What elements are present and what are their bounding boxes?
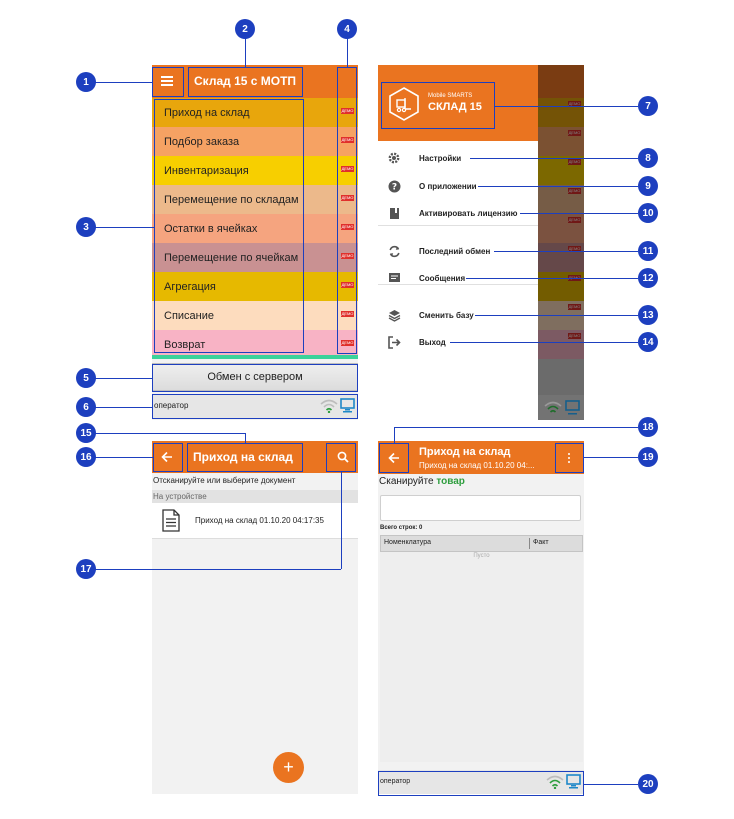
hint-text: Отсканируйте или выберите документ xyxy=(153,476,296,485)
plus-icon: + xyxy=(283,757,294,777)
book-icon xyxy=(386,207,402,220)
demo-badge: ДЕМО xyxy=(568,246,581,251)
section-header-label: На устройстве xyxy=(153,492,207,501)
logo-small-text: Mobile SMARTS xyxy=(428,93,473,99)
leader-18b xyxy=(394,427,395,443)
drawer-item-label: Активировать лицензию xyxy=(419,208,518,218)
demo-badge: ДЕМО xyxy=(341,137,354,142)
callout-3: 3 xyxy=(76,217,96,237)
exchange-button[interactable]: Обмен с сервером xyxy=(152,363,358,391)
section-header xyxy=(152,490,358,503)
highlight-back-3 xyxy=(153,443,183,472)
message-icon xyxy=(386,272,402,284)
drawer-divider xyxy=(378,284,538,285)
leader-3 xyxy=(94,227,154,228)
dimmed-menu-row xyxy=(538,98,584,127)
leader-15a xyxy=(94,433,245,434)
callout-17: 17 xyxy=(76,559,96,579)
callout-8: 8 xyxy=(638,148,658,168)
leader-8 xyxy=(470,158,638,159)
leader-6 xyxy=(94,407,152,408)
dimmed-menu-row xyxy=(538,243,584,272)
drawer-item-label: Сообщения xyxy=(419,273,466,283)
callout-19: 19 xyxy=(638,447,658,467)
document-title: Приход на склад 01.10.20 04:17:35 xyxy=(195,516,324,525)
callout-14: 14 xyxy=(638,332,658,352)
menu-item-label: Остатки в ячейках xyxy=(164,222,258,235)
add-button[interactable] xyxy=(273,752,304,783)
dimmed-menu-row xyxy=(538,214,584,243)
highlight-back-4 xyxy=(379,443,409,473)
operator-label: оператор xyxy=(154,401,189,410)
highlight-title-3 xyxy=(187,443,303,472)
scan-prompt-word: товар xyxy=(436,476,465,487)
leader-13 xyxy=(475,315,638,316)
dimmed-status-bar xyxy=(538,395,584,420)
highlight-search xyxy=(326,443,356,472)
sync-icon xyxy=(386,245,402,258)
callout-13: 13 xyxy=(638,305,658,325)
drawer-item-label: О приложении xyxy=(419,181,477,191)
highlight-more xyxy=(555,443,584,473)
column-fact[interactable]: Факт xyxy=(533,539,549,546)
barcode-input[interactable] xyxy=(380,495,581,521)
empty-label: Пусто xyxy=(473,553,490,559)
highlight-status-4 xyxy=(378,771,584,796)
gear-icon xyxy=(386,151,402,165)
leader-19 xyxy=(584,457,638,458)
demo-badge: ДЕМО xyxy=(568,217,581,222)
menu-item-label: Приход на склад xyxy=(164,106,250,119)
leader-18a xyxy=(394,427,638,428)
leader-15b xyxy=(245,433,246,443)
column-nomenclature[interactable]: Номенклатура xyxy=(384,539,431,546)
demo-badge: ДЕМО xyxy=(341,166,354,171)
highlight-logo xyxy=(381,82,495,129)
help-icon xyxy=(386,180,402,193)
highlight-hamburger xyxy=(152,67,184,97)
callout-4: 4 xyxy=(337,19,357,39)
highlight-demo xyxy=(337,67,357,354)
demo-badge: ДЕМО xyxy=(341,311,354,316)
dimmed-menu-row xyxy=(538,330,584,359)
leader-17b xyxy=(94,569,341,570)
screen-subtitle: Приход на склад 01.10.20 04:... xyxy=(419,461,535,470)
menu-item-label: Возврат xyxy=(164,338,206,351)
document-icon xyxy=(162,509,180,532)
dimmed-app-bar xyxy=(538,65,584,98)
leader-11 xyxy=(494,251,638,252)
callout-6: 6 xyxy=(76,397,96,417)
operator-label: оператор xyxy=(380,778,411,785)
leader-12 xyxy=(466,278,638,279)
callout-12: 12 xyxy=(638,268,658,288)
highlight-status xyxy=(152,394,358,419)
leader-17a xyxy=(341,472,342,569)
wifi-icon xyxy=(544,401,562,415)
drawer-menu xyxy=(378,141,538,420)
demo-badge: ДЕМО xyxy=(341,253,354,258)
drawer-item-book[interactable] xyxy=(378,203,538,223)
demo-badge: ДЕМО xyxy=(341,108,354,113)
demo-badge: ДЕМО xyxy=(341,282,354,287)
monitor-icon xyxy=(565,400,580,415)
demo-badge: ДЕМО xyxy=(568,101,581,106)
demo-badge: ДЕМО xyxy=(568,188,581,193)
demo-badge: ДЕМО xyxy=(568,304,581,309)
drawer-item-label: Последний обмен xyxy=(419,246,491,256)
screen-title: Приход на склад xyxy=(193,450,293,464)
leader-2 xyxy=(245,37,246,67)
highlight-menu xyxy=(154,99,304,353)
screen-title: Приход на склад xyxy=(419,446,511,458)
dimmed-menu xyxy=(538,65,584,420)
rows-count: Всего строк: 0 xyxy=(380,525,423,531)
leader-9 xyxy=(478,186,638,187)
menu-item-label: Инвентаризация xyxy=(164,164,249,177)
highlight-title xyxy=(188,67,303,97)
callout-10: 10 xyxy=(638,203,658,223)
switch-base-icon xyxy=(386,309,402,322)
callout-9: 9 xyxy=(638,176,658,196)
menu-item-label: Перемещение по складам xyxy=(164,193,299,206)
callout-7: 7 xyxy=(638,96,658,116)
scan-prompt xyxy=(379,476,465,487)
table-body xyxy=(380,552,583,762)
demo-badge: ДЕМО xyxy=(341,224,354,229)
dimmed-menu-row xyxy=(538,127,584,156)
highlight-exchange xyxy=(152,364,358,392)
leader-5 xyxy=(94,378,152,379)
menu-item-label: Подбор заказа xyxy=(164,135,240,148)
leader-4 xyxy=(347,37,348,67)
logo-big-text: СКЛАД 15 xyxy=(428,101,482,113)
screen-document-edit xyxy=(378,441,584,794)
leader-14 xyxy=(450,342,638,343)
demo-badge: ДЕМО xyxy=(568,130,581,135)
callout-16: 16 xyxy=(76,447,96,467)
menu-item-label: Списание xyxy=(164,309,214,322)
dimmed-menu-row xyxy=(538,272,584,301)
dimmed-menu-row xyxy=(538,185,584,214)
callout-11: 11 xyxy=(638,241,658,261)
scan-prompt-prefix: Сканируйте xyxy=(379,476,434,487)
drawer-item-label: Настройки xyxy=(419,153,462,163)
document-row[interactable] xyxy=(152,503,358,539)
demo-badge: ДЕМО xyxy=(341,195,354,200)
drawer-item-label: Сменить базу xyxy=(419,310,474,320)
callout-15: 15 xyxy=(76,423,96,443)
callout-1: 1 xyxy=(76,72,96,92)
svg-text:?: ? xyxy=(391,182,397,193)
leader-7 xyxy=(495,106,638,107)
callout-18: 18 xyxy=(638,417,658,437)
demo-badge: ДЕМО xyxy=(568,159,581,164)
leader-1 xyxy=(94,82,152,83)
menu-item-label: Перемещение по ячейкам xyxy=(164,251,299,264)
menu-item-label: Агрегация xyxy=(164,280,216,293)
demo-badge: ДЕМО xyxy=(341,340,354,345)
leader-10 xyxy=(520,213,638,214)
callout-2: 2 xyxy=(235,19,255,39)
exit-icon xyxy=(386,336,402,349)
leader-16 xyxy=(94,457,153,458)
drawer-divider xyxy=(378,225,538,226)
drawer-item-label: Выход xyxy=(419,337,446,347)
dimmed-menu-row xyxy=(538,156,584,185)
screen-document-list xyxy=(152,441,358,794)
app-title: Склад 15 с МОТП xyxy=(194,74,297,88)
callout-20: 20 xyxy=(638,774,658,794)
menu-list-bottom xyxy=(152,355,358,359)
table-header xyxy=(380,535,583,552)
demo-badge: ДЕМО xyxy=(568,333,581,338)
leader-20 xyxy=(584,784,638,785)
callout-5: 5 xyxy=(76,368,96,388)
